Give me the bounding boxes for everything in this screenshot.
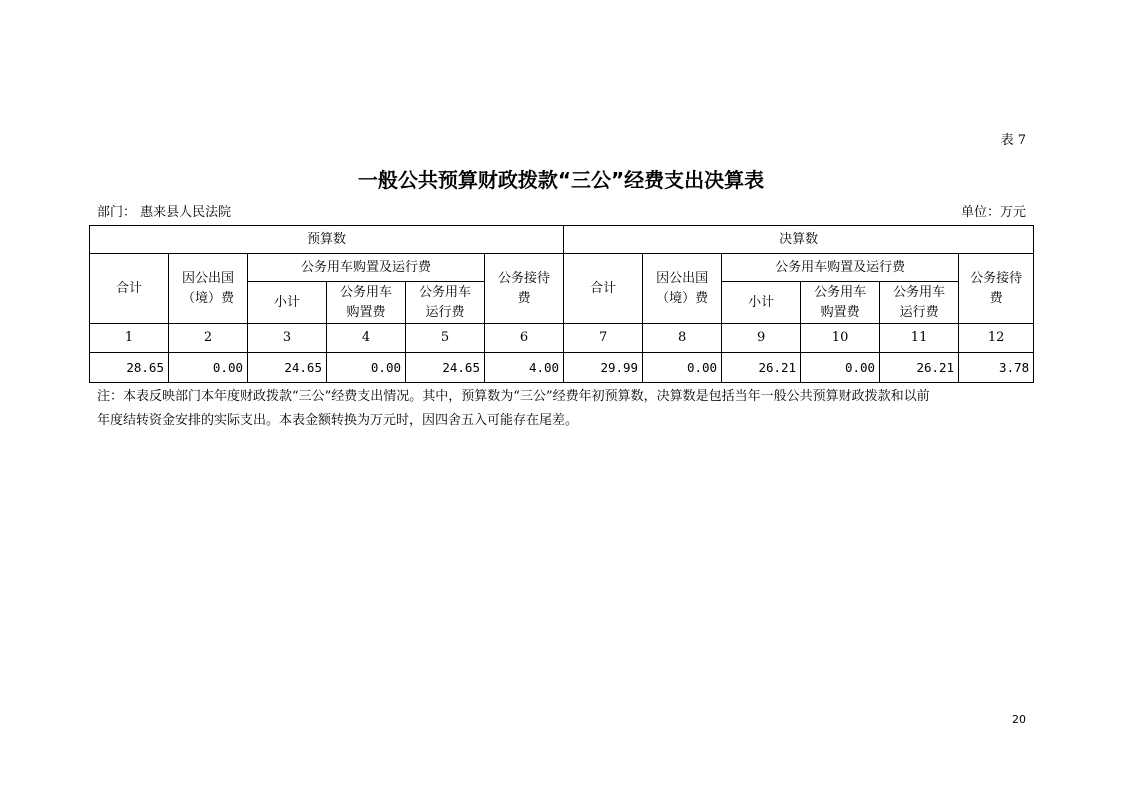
final-header: 决算数: [564, 226, 1034, 254]
final-subtotal-value: 26.21: [722, 353, 801, 383]
column-number: 2: [169, 324, 248, 353]
column-number: 7: [564, 324, 643, 353]
header-row-1: [90, 226, 1034, 254]
unit-label: 单位：万元: [960, 205, 1026, 220]
final-operation-value: 26.21: [880, 353, 959, 383]
budget-subtotal-value: 24.65: [248, 353, 327, 383]
column-number: 6: [485, 324, 564, 353]
value-row: [90, 353, 1034, 383]
budget-purchase-header: 公务用车 购置费: [327, 282, 406, 324]
final-operation-header: 公务用车 运行费: [880, 282, 959, 324]
budget-header: 预算数: [90, 226, 564, 254]
column-number: 8: [643, 324, 722, 353]
final-purchase-header: 公务用车 购置费: [801, 282, 880, 324]
table-note: [97, 385, 1037, 433]
budget-reception-header: 公务接待 费: [485, 254, 564, 324]
column-number: 3: [248, 324, 327, 353]
column-number: 4: [327, 324, 406, 353]
department-label: 部门： 惠来县人民法院: [97, 205, 232, 220]
note-line: 年度结转资金安排的实际支出。本表金额转换为万元时，因四舍五入可能存在尾差。: [97, 413, 579, 428]
column-number: 9: [722, 324, 801, 353]
final-abroad-header: 因公出国 （境）费: [643, 254, 722, 324]
budget-total-value: 28.65: [90, 353, 169, 383]
column-number-row: [90, 324, 1034, 353]
budget-reception-value: 4.00: [485, 353, 564, 383]
page-number: 20: [1012, 713, 1026, 726]
budget-subtotal-header: 小计: [248, 282, 327, 324]
column-number: 1: [90, 324, 169, 353]
expenditure-table: [89, 225, 1034, 383]
final-abroad-value: 0.00: [643, 353, 722, 383]
note-line: 注：本表反映部门本年度财政拨款“三公”经费支出情况。其中，预算数为“三公”经费年初预算数，决算数是包括当年一般公共预算财政拨款和以前: [97, 389, 930, 404]
final-reception-value: 3.78: [959, 353, 1034, 383]
final-vehicle-group-header: 公务用车购置及运行费: [722, 254, 959, 282]
table-number-label: 表 7: [1000, 133, 1026, 148]
final-total-header: 合计: [564, 254, 643, 324]
final-subtotal-header: 小计: [722, 282, 801, 324]
final-total-value: 29.99: [564, 353, 643, 383]
column-number: 12: [959, 324, 1034, 353]
column-number: 11: [880, 324, 959, 353]
budget-total-header: 合计: [90, 254, 169, 324]
header-row-2: [90, 254, 1034, 282]
budget-operation-value: 24.65: [406, 353, 485, 383]
final-purchase-value: 0.00: [801, 353, 880, 383]
column-number: 10: [801, 324, 880, 353]
budget-purchase-value: 0.00: [327, 353, 406, 383]
budget-abroad-value: 0.00: [169, 353, 248, 383]
page-title: 一般公共预算财政拨款“三公”经费支出决算表: [357, 168, 765, 192]
final-reception-header: 公务接待 费: [959, 254, 1034, 324]
budget-vehicle-group-header: 公务用车购置及运行费: [248, 254, 485, 282]
budget-operation-header: 公务用车 运行费: [406, 282, 485, 324]
budget-abroad-header: 因公出国 （境）费: [169, 254, 248, 324]
column-number: 5: [406, 324, 485, 353]
